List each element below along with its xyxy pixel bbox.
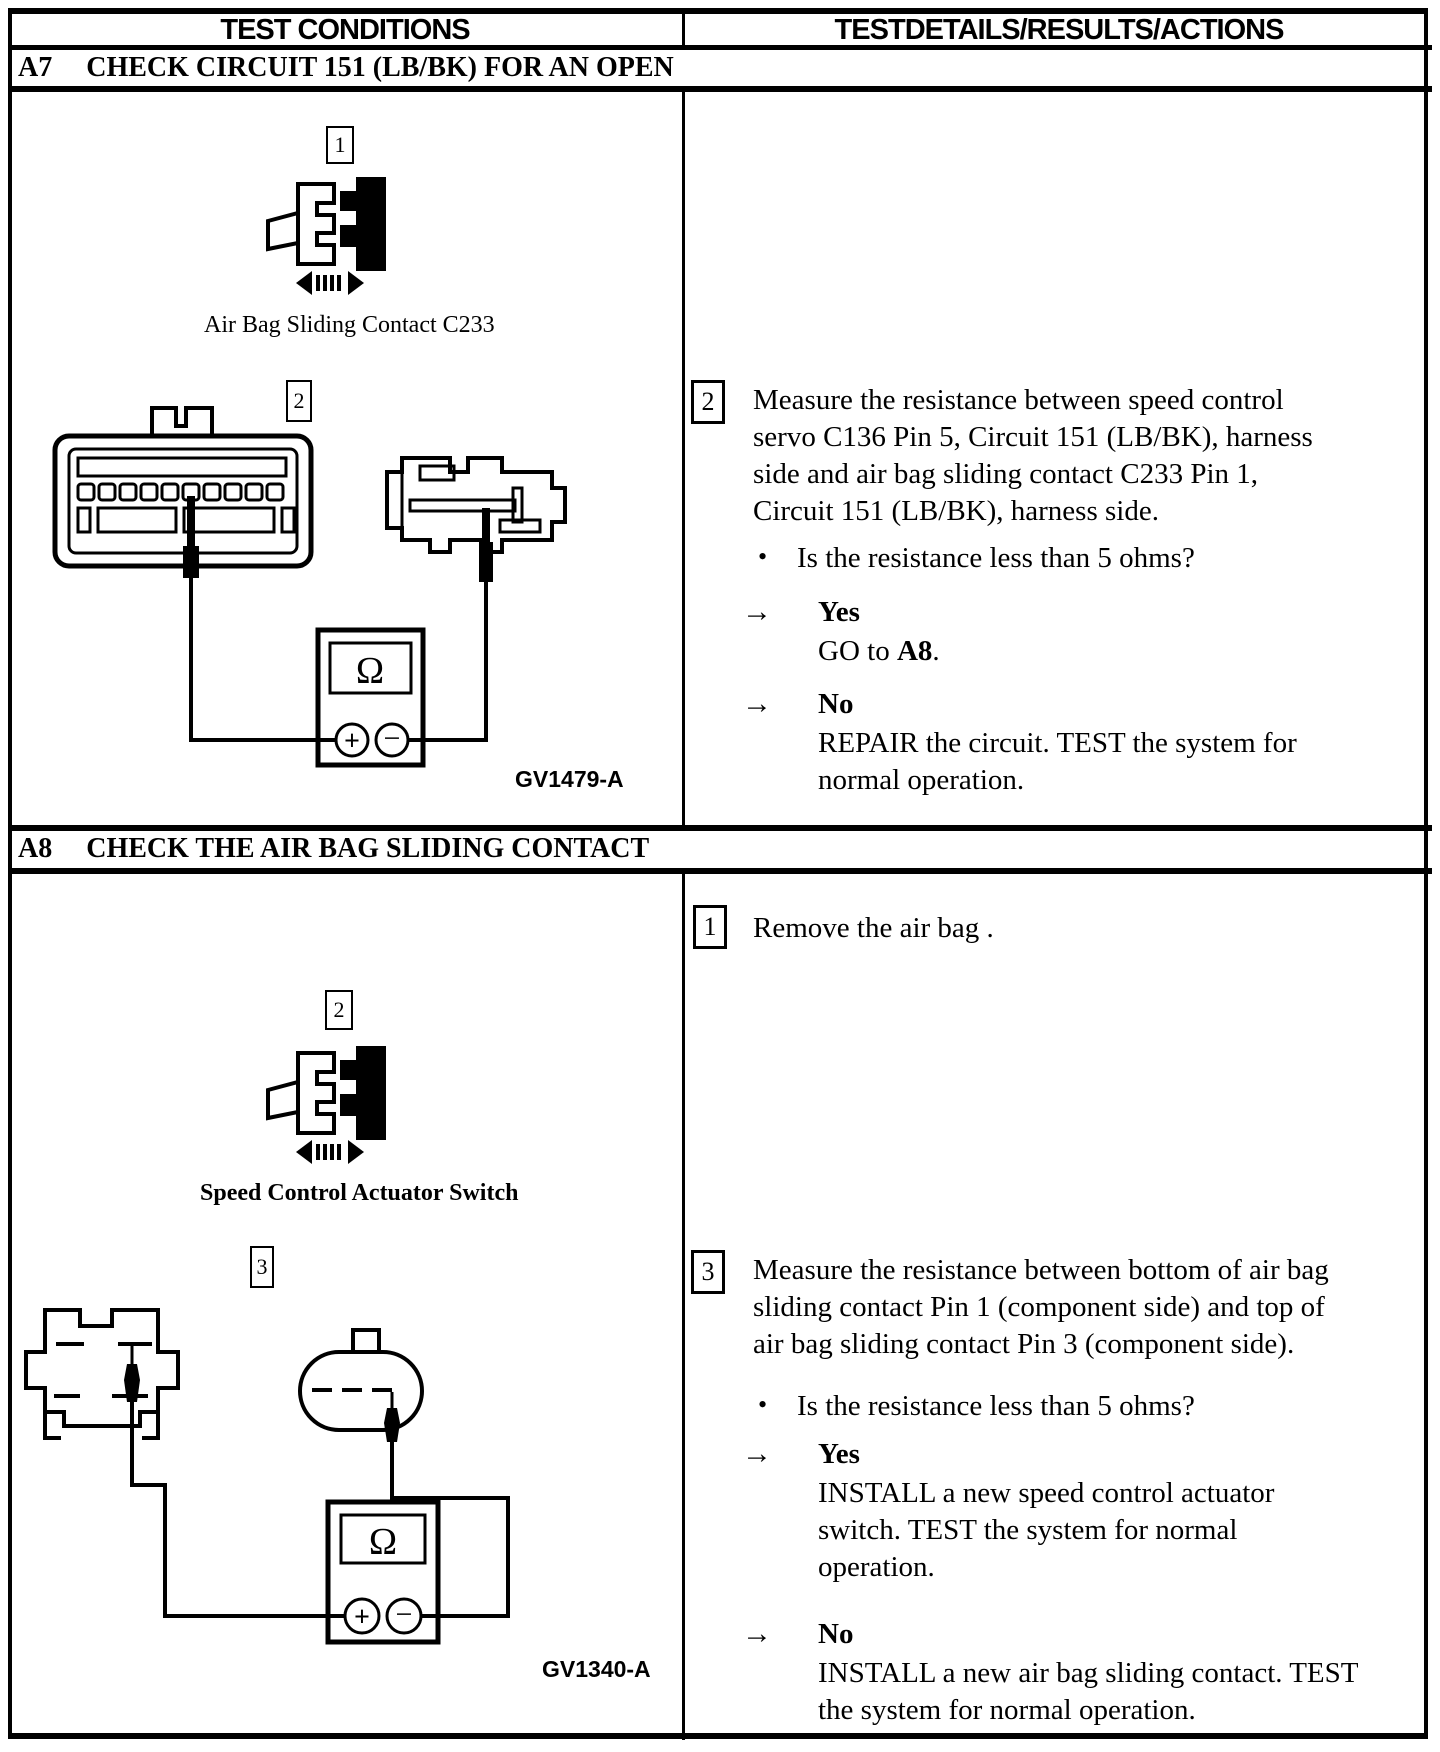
probe-body-left [124, 1364, 140, 1402]
component-leg-left [45, 1412, 61, 1438]
a8-figure-id: GV1340-A [542, 1656, 651, 1682]
column-divider-header [682, 12, 685, 45]
a7-question: Is the resistance less than 5 ohms? [797, 542, 1195, 574]
disconnect-arrow-right [348, 1140, 364, 1164]
arrow-hatch [337, 275, 341, 291]
test-lead-left [132, 1402, 345, 1616]
a7-connector-disconnect-figure [252, 159, 402, 309]
sliding-contact-component [26, 1310, 178, 1426]
a7-fig-step2-box: 2 [286, 380, 312, 422]
test-details-header: TEST DETAILS/RESULTS/ACTIONS [834, 14, 1284, 46]
minus-sign: − [395, 1598, 413, 1631]
plug-connector-icon [298, 1053, 334, 1133]
probe-body-right [384, 1408, 400, 1442]
a7-fig-step1-box: 1 [326, 126, 354, 164]
ohm-symbol: Ω [355, 650, 385, 692]
plus-sign: + [344, 726, 360, 757]
a7-yes-action-target: A8 [896, 635, 933, 667]
a8-yes-label: Yes [818, 1438, 860, 1470]
disconnect-arrow-left [296, 1140, 312, 1164]
a8-no-arrow: → [742, 1617, 772, 1650]
a8-step1-box: 1 [693, 905, 727, 949]
a7-no-label: No [818, 688, 854, 720]
a8-question: Is the resistance less than 5 ohms? [797, 1390, 1195, 1422]
a7-title: CHECK CIRCUIT 151 (LB/BK) FOR AN OPEN [86, 52, 674, 83]
a7-no-arrow: → [742, 687, 772, 720]
a8-measurement-figure [20, 1240, 680, 1700]
a8-title-row [18, 833, 649, 865]
disconnect-arrow-left [296, 271, 312, 295]
a8-no-action: INSTALL a new air bag sliding contact. TEST the system for normal operation. [818, 1657, 1358, 1726]
sliding-contact-connector [387, 458, 565, 552]
plus-sign: + [354, 1602, 370, 1633]
minus-sign: − [383, 722, 401, 755]
a7-title-underline [8, 86, 1432, 92]
a7-step2-text: Measure the resistance between speed control servo C136 Pin 5, Circuit 151 (LB/BK), harness side and air bag sliding contact C233 Pin 1, Circuit 151 (LB/BK), harness side. [753, 384, 1313, 527]
probe-tip-left [187, 496, 195, 548]
a8-title-topline [8, 825, 1432, 831]
arrow-hatch [323, 1144, 327, 1160]
a7-measurement-diagram [30, 400, 680, 800]
probe-body-left [183, 546, 199, 578]
test-lead-left [191, 578, 336, 740]
a7-code: A7 [18, 52, 53, 83]
arrow-hatch [316, 275, 320, 291]
ohm-symbol: Ω [368, 1521, 398, 1563]
a8-title: CHECK THE AIR BAG SLIDING CONTACT [86, 833, 650, 864]
a8-yes-action: INSTALL a new speed control actuator switch. TEST the system for normal operation. [818, 1477, 1275, 1583]
a7-no-action: REPAIR the circuit. TEST the system for normal operation. [818, 727, 1297, 796]
a8-connector-disconnect-figure [252, 1028, 402, 1178]
a8-no-label: No [818, 1618, 854, 1650]
a8-step3-text: Measure the resistance between bottom of air bag sliding contact Pin 1 (component side) and top of air bag sliding contact Pin 3 (component side). [753, 1254, 1329, 1360]
a7-connector-caption: Air Bag Sliding Contact C233 [204, 312, 495, 338]
a7-yes-action-post: . [932, 635, 940, 667]
arrow-hatch [337, 1144, 341, 1160]
arrow-hatch [323, 275, 327, 291]
a8-step3-box: 3 [691, 1250, 725, 1294]
a8-connector-caption: Speed Control Actuator Switch [200, 1180, 519, 1206]
a8-code: A8 [18, 833, 53, 864]
a8-title-underline [8, 868, 1432, 874]
column-divider-a7 [682, 92, 685, 825]
a8-yes-arrow: → [742, 1437, 772, 1470]
arrow-hatch [316, 1144, 320, 1160]
a8-step1-text: Remove the air bag . [753, 912, 994, 944]
a7-step2-box: 2 [691, 380, 725, 424]
a7-measurement-figure [30, 400, 680, 800]
capsule-tab [353, 1330, 379, 1352]
a8-fig-step2-box: 2 [325, 990, 353, 1030]
socket-connector-icon [340, 177, 386, 271]
a7-title-row [18, 52, 674, 84]
connector-disconnect-icon [252, 159, 402, 309]
connector-disconnect-icon [252, 1028, 402, 1178]
a7-yes-action-pre: GO to [818, 635, 897, 667]
disconnect-arrow-right [348, 271, 364, 295]
a7-yes-action [818, 633, 1363, 670]
a8-question-bullet: • [758, 1390, 768, 1419]
a7-question-bullet: • [758, 542, 768, 571]
a8-measurement-diagram [20, 1240, 680, 1700]
column-divider-a8 [682, 874, 685, 1740]
a7-yes-arrow: → [742, 595, 772, 628]
component-leg-right [142, 1412, 158, 1438]
plug-connector-icon [298, 184, 334, 264]
probe-body-right [479, 542, 493, 582]
arrow-hatch [330, 1144, 334, 1160]
a8-fig-step3-box: 3 [250, 1246, 274, 1288]
socket-connector-icon [340, 1046, 386, 1140]
test-conditions-header: TEST CONDITIONS [220, 14, 470, 46]
wire-lead-tab [268, 1082, 298, 1118]
arrow-hatch [330, 275, 334, 291]
wire-lead-tab [268, 213, 298, 249]
probe-tip-right [482, 508, 490, 544]
a7-figure-id: GV1479-A [515, 766, 624, 792]
a7-yes-label: Yes [818, 596, 860, 628]
